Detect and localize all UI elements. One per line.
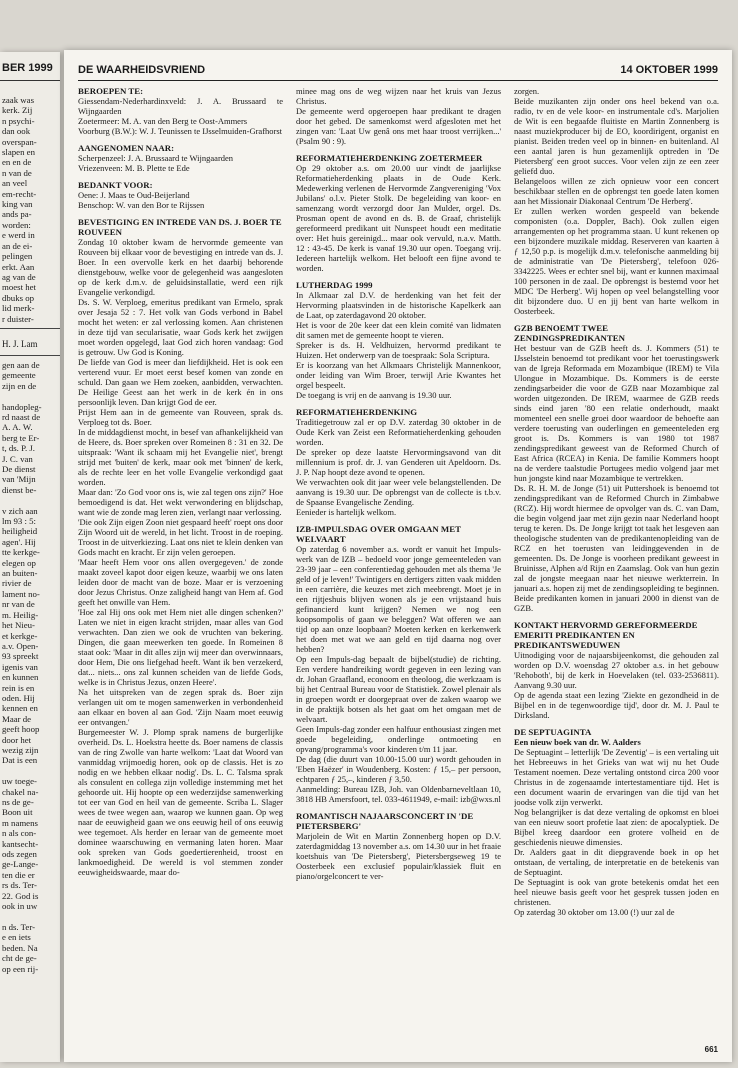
text-fragment: zaak was	[2, 95, 34, 105]
paragraph: Beide muzikanten zijn onder ons heel bekend van o.a. radio, tv en de vele koor- en instrumentale cd's. Marjolien de Wit is een begaafde fluitiste en Martin Zonnenberg is naast muziekproducer bij de EO, koordirigent, organist en pianist. Beiden treden veel op in binnen- en buitenland. Al een aantal jaren is hun gezamenlijk optreden in 'De Pietersberg' een groot succes. Voor velen zijn ze een zeer geliefd duo.	[514, 96, 719, 176]
text-fragment: op een rij-	[2, 963, 39, 974]
paragraph: Voorburg (B.W.): W. J. Teunissen te IJsselmuiden-Grafhorst	[78, 126, 283, 136]
magazine-page	[64, 50, 732, 1062]
paragraph: 'Hoe zal Hij ons ook met Hem niet alle dingen schenken?' Laten we niet in eigen kracht strijden, maar alles van God verwachten. Dan zien we ook de vruchten van bekering. Dingen, die gaan meewerken ten goede. In Romeinen 8 staat ook: 'Maar in dit alles zijn wij meer dan overwinnaars, door Hem, Die ons liefgehad heeft. Want ik ben verzekerd, dat... niets... ons zal kunnen scheiden van de liefde Gods, welke is in Christus Jezus, onzen Heere'.	[78, 607, 283, 687]
text-fragment: rs ds. Ter-	[2, 880, 37, 891]
paragraph: Op zaterdag 6 november a.s. wordt er vanuit het Impuls-werk van de IZB – bedoeld voor jonge gemeenteleden van 23-39 jaar – een conferentiedag gehouden met als thema 'Je geld of je leven!' Twintigers en dertigers zitten vaak midden in een carrière, die keuzes met zich meebrengt. Moet je in een rijtjeshuis blijven wonen als je een vrijstaand huis gefinancierd kunt krijgen? Nemen we nog een koopsompolis of gaan we beleggen? Wat offeren we aan tijd op aan onze loopbaan? Moeten kerken en kerkenwerk het doen met wat we aan geld en tijd daarna nog over hebben?	[296, 544, 501, 654]
text-fragment: beden. Na	[2, 942, 38, 953]
text-fragment: em-recht-	[2, 188, 37, 199]
text-fragment: kennen en	[2, 703, 38, 714]
paragraph: De dag (die duurt van 10.00-15.00 uur) wordt gehouden in 'Eben Haëzer' in Woudenberg. Kosten: ƒ 15,– per persoon, echtparen ƒ 25,–, kinderen ƒ 3,50.	[296, 754, 501, 784]
paragraph: Eenieder is hartelijk welkom.	[296, 507, 397, 517]
text-fragment: a.v. Open-	[2, 640, 39, 651]
text-fragment	[2, 391, 60, 401]
article-heading: KONTAKT HERVORMD GEREFORMEERDE EMERITI PREDIKANTEN EN PREDIKANTSWEDUWEN	[514, 620, 698, 650]
text-fragment: ands pa-	[2, 209, 32, 220]
text-fragment: r duister-	[2, 313, 34, 324]
text-fragment	[2, 911, 60, 921]
text-fragment: e en iets	[2, 932, 31, 943]
text-fragment: gemeente	[2, 370, 36, 381]
paragraph: De spreker op deze laatste Hervormingsavond van dit millennium is prof. dr. J. van Genderen uit Apeldoorn. Ds. J. P. Nap hoopt deze avond te openen.	[296, 447, 501, 477]
text-fragment: chakel na-	[2, 786, 39, 797]
text-fragment: n ds. Ter-	[2, 921, 36, 932]
article-heading: AANGENOMEN NAAR:	[78, 143, 175, 153]
text-fragment: 22. God is	[2, 890, 39, 901]
paragraph: Spreker is ds. H. Veldhuizen, hervormd predikant te Huizen. Het onderwerp van de toespraak: Sola Scriptura.	[296, 340, 501, 360]
text-fragment: agen'. Hij	[2, 536, 36, 547]
paragraph: Het bestuur van de GZB heeft ds. J. Kommers (51) te IJsselstein benoemd tot predikant voor het toerustingswerk van de Igreja Reformada em Mozambique (IREM) te Vila Ulongue in Mozambique. Ds. Kommers is de eerste zendingsarbeider die voor de GZB naar Mozambique zal worden uitgezonden. De IREM, waarmee de GZB reeds sinds eind jaren '80 een relatie onderhoudt, maakt momenteel een snelle groei door waardoor de behoefte aan verdere toerusting van ouderlingen en gemeenteleden erg groot is. Ds. Kommers is van 1980 tot 1987 zendingspredikant geweest van de Reformed Church of East Africa (RCEA) in Kenia. De familie Kommers hoopt na de verdere taalstudie Portugees medio volgend jaar met hun jongste kind naar Mozambique te vertrekken.	[514, 343, 719, 483]
text-fragment: dbuks op	[2, 292, 35, 303]
paragraph: 'Maar heeft Hem voor ons allen overgegeven.' de zonde maakt zoveel kapot door eigen keuze, waarbij we ons laten leiden door de macht van de boze. Maar er is verzoening door Jezus Christus. Onze zaligheid hangt van Hem af. God geeft het onwille van Hem.	[78, 557, 283, 607]
paragraph: zorgen.	[514, 86, 540, 96]
previous-page-edge	[0, 52, 60, 1062]
paragraph: In Alkmaar zal D.V. de herdenking van het feit der Hervorming plaatsvinden in de historische Kapelkerk aan de Laat, op zaterdagavond 20 oktober.	[296, 290, 501, 320]
paragraph: De toegang is vrij en de aanvang is 19.30 uur.	[296, 390, 452, 400]
text-fragment: n van de	[2, 167, 32, 178]
text-fragment: n als con-	[2, 828, 37, 839]
text-fragment: en kunnen	[2, 672, 39, 683]
text-fragment	[2, 495, 60, 505]
paragraph: Er is koorzang van het Alkmaars Christelijk Mannenkoor, onder leiding van Wim Broer, terwijl Arie Kwantes het orgel bespeelt.	[296, 360, 501, 390]
text-fragment: A. A. W.	[2, 422, 33, 433]
paragraph: In de middagdienst mocht, in besef van afhankelijkheid van de Heere, ds. Boer spreken over Romeinen 8 : 31 en 32. De uitspraak: 'Want ik schaam mij het Evangelie niet', brengt strijd met 'buiten' de kerk, maar ook met 'binnen' de kerk, als de rechte leer en het volle Evangelie verkondigd gaat worden.	[78, 427, 283, 487]
text-fragment: rivier de	[2, 578, 32, 589]
text-fragment: rein is en	[2, 682, 35, 693]
article-heading: REFORMATIEHERDENKING	[296, 407, 418, 417]
text-fragment: slapen en	[2, 147, 35, 158]
paragraph: Op een Impuls-dag bepaalt de bijbel(studie) de richting. Een verdere handreiking wordt gegeven in een lezing van dr. Johan Graafland, econoom en theoloog, die werkzaam is bij het Centraal Bureau voor de Statistiek. Zowel plenair als in groepen wordt er doorgepraat over de zaken waarop we in de praktijk botsen als het gaat om het omgaan met de welvaart.	[296, 654, 501, 724]
divider	[0, 355, 60, 356]
paragraph: Er zullen werken worden gespeeld van bekende componisten (o.a. Doppler, Bach). Ook zullen eigen arrangementen op het programma staan. U kunt rekenen op een bijzondere muzikale middag. Reserveren van kaarten à ƒ 12,50 p.p. is mogelijk d.m.v. telefonische aanmelding bij de administratie van 'De Pietersberg', telefoon 026-3342225. Wees er echter snel bij, want er kunnen maximaal 100 personen in de zaal. De opbrengst is bestemd voor het MDC 'De Herberg'. Wij hopen op veel belangstelling voor dit bijzondere duo. U en jij bent van harte welkom in Oosterbeek.	[514, 206, 719, 316]
text-fragment: e werd in	[2, 230, 35, 241]
paragraph: De gemeente werd opgeroepen haar predikant te dragen door het gebed. De samenkomst werd afgesloten met het zingen van: 'Laat Uw genâ ons met haar troost verrijken...' (Psalm 90 : 9).	[296, 106, 501, 146]
paragraph: Na het uitspreken van de zegen sprak ds. Boer zijn verlangen uit om te mogen samenwerken in verbondenheid aan elkaar en boven al aan God. 'Zijn Naam moet eeuwig eer ontvangen.'	[78, 687, 283, 727]
article-subtitle: Een nieuw boek van dr. W. Aalders	[514, 737, 641, 747]
publication-title: DE WAARHEIDSVRIEND	[78, 64, 206, 76]
paragraph: De Septuagint – letterlijk 'De Zeventig' – is een vertaling uit het Hebreeuws in het Grieks van wat wij nu het Oude Testament noemen. Deze vertaling ontstond circa 200 voor Christus in de zogenaamde intertestamentiare tijd. Het is een document waarin de ervaringen van die tijd van het joodse volk zijn verwerkt.	[514, 747, 719, 807]
text-fragment: dienst be-	[2, 484, 37, 495]
paragraph: Giessendam-Nederhardinxveld: J. A. Brussaard te Wijngaarden	[78, 96, 283, 116]
paragraph: Burgemeester W. J. Plomp sprak namens de burgerlijke overheid. Ds. L. Hoekstra heette ds. Boer namens de classis van de ring Zwolle van harte welkom: 'Laat dat Woord van vanmiddag vrijmoedig horen, ook op de classis. Het is zo nodig en we hebben elkaar nodig'. Ds. L. C. Talsma sprak als consulent en collega zijn volledige instemming met het gehoorde uit. Hij hoopte op een wederzijdse samenwerking tot eer van God en heil van de gemeente. Scriba L. Slager wees de twee wegen aan, waarop we kunnen gaan. Op weg naar de eeuwigheid gaan we ons eeuwig heil of ons eeuwig wee tegemoet. Als herder en leraar van de gemeente moet dominee waarschuwing en vermaning laten horen. Maar ook spreken van Gods goedertierenheid, troost en lankmoedigheid. De wereld is vol stemmen zonder eeuwigheidswaarde, maar do-	[78, 727, 283, 877]
text-fragment: ods zegen	[2, 849, 37, 860]
article-heading: IZB-IMPULSDAG OVER OMGAAN MET WELVAART	[296, 524, 461, 544]
text-fragment: ook in uw	[2, 901, 38, 912]
paragraph: Prijst Hem aan in de gemeente van Rouveen, sprak ds. Verploeg tot ds. Boer.	[78, 407, 283, 427]
text-fragment: moest het	[2, 282, 36, 293]
text-fragment: kantsecht-	[2, 838, 39, 849]
text-fragment: lament no-	[2, 588, 40, 599]
text-fragment: n psychi-	[2, 115, 35, 126]
article-heading: DE SEPTUAGINTA	[514, 727, 592, 737]
text-fragment: et kerkge-	[2, 630, 38, 641]
paragraph: De Septuagint is ook van grote betekenis omdat het een heel nieuwe basis geeft voor het gesprek tussen joden en christenen.	[514, 877, 719, 907]
paragraph: Traditiegetrouw zal er op D.V. zaterdag 30 oktober in de Oude Kerk van Zeist een Reformatieherdenking gehouden worden.	[296, 417, 501, 447]
text-fragment: king van	[2, 199, 33, 210]
text-fragment: nr van de	[2, 599, 35, 610]
previous-page-fragments	[0, 95, 60, 324]
article-heading: BEDANKT VOOR:	[78, 180, 153, 190]
text-fragment: gen aan de	[2, 359, 40, 370]
text-fragment: ten die er	[2, 869, 35, 880]
text-fragment: berg te Er-	[2, 432, 40, 443]
text-fragment	[2, 766, 60, 776]
running-header	[78, 62, 718, 81]
paragraph: Op 29 oktober a.s. om 20.00 uur vindt de jaarlijkse Reformatieherdenking plaats in de Oude Kerk. Medewerking verlenen de Hervormde Zangvereniging 'Vox Jubilans' o.l.v. Pieter Stolk. De begeleiding van koor- en samenzang wordt verzorgd door Jan Mulder, orgel. Ds. Prosman opent de avond en ds. B. de Graaf, christelijk gereformeerd predikant uit Nunspeet houdt een meditatie over: Het huis gereinigd... maar ook vervuld, n.a.v. Matth. 12 : 43-45. De kerk is vanaf 19.30 uur open. Toegang vrij. Iedereen hartelijk welkom. Het belooft een fijne avond te worden.	[296, 163, 501, 273]
paragraph: Zondag 10 oktober kwam de hervormde gemeente van Rouveen bij elkaar voor de bevestiging en intrede van ds. J. Boer. In een overvolle kerk en het daarbij behorende dienstgebouw, welke voor de gelegenheid was aangesloten op de kerk d.m.v. de geluidsinstallatie, werd een rijk Evangelie verkondigd.	[78, 237, 283, 297]
paragraph: Benschop: W. van den Bor te Rijssen	[78, 200, 205, 210]
previous-page-header: BER 1999	[0, 52, 60, 81]
text-fragment: lm 93 : 5:	[2, 516, 36, 527]
text-fragment: an veel	[2, 178, 28, 189]
paragraph: We verwachten ook dit jaar weer vele belangstellenden. De aanvang is 19.30 uur. De opbrengst van de collecte is t.b.v. de Spaanse Evangelische Zending.	[296, 477, 501, 507]
paragraph: Ds. S. W. Verploeg, emeritus predikant van Ermelo, sprak over Jesaja 52 : 7. Het volk van Gods verbond in Babel mocht het weten: er zal verlossing komen. Aan christenen in deze tijd van secularisatie, waar Gods kerk het zwijgen moet worden opgelegd, laat God zich horen vandaag: God is getrouw. Uw God is Koning.	[78, 297, 283, 357]
text-fragment: De dienst	[2, 464, 36, 474]
paragraph: Marjolein de Wit en Martin Zonnenberg hopen op D.V. zaterdagmiddag 13 november a.s. om 14.30 uur in het fraaie koetshuis van 'De Pietersberg', Pietersbergseweg 19 te Oosterbeek een exclusief populair/klassiek fluit en piano/orgelconcert te ver-	[296, 831, 501, 881]
article-heading: LUTHERDAG 1999	[296, 280, 373, 290]
text-fragment: m namens	[2, 817, 38, 828]
paragraph: Scherpenzeel: J. A. Brussaard te Wijngaarden	[78, 153, 234, 163]
text-fragment: geeft hoop	[2, 724, 40, 735]
paragraph: Op de agenda staat een lezing 'Ziekte en gezondheid in de Bijbel en in de tegenwoordige tijd', door dr. M. J. Paul te Dirksland.	[514, 690, 719, 720]
paragraph: Uitnodiging voor de najaarsbijeenkomst, die gehouden zal worden op D.V. woensdag 27 oktober a.s. in het gebouw 'Rehoboth', bij de kerk in Hoevelaken (tel. 033-2536811). Aanvang 9.30 uur.	[514, 650, 719, 690]
text-fragment: ns de ge-	[2, 797, 34, 807]
text-fragment: J. C. van	[2, 453, 33, 464]
paragraph: Geen Impuls-dag zonder een halfuur enthousiast zingen met goede begeleiding, onderlinge ontmoeting en opvang/programma's voor kinderen t/m 11 jaar.	[296, 724, 501, 754]
paragraph: Nog belangrijker is dat deze vertaling de opkomst en bloei van een nieuw soort profetie laat zien: de apocalyptiek. De Bijbel kreeg daardoor een grotere volheid en de geschiedenis nieuwe dimensies.	[514, 807, 719, 847]
text-fragment: handopleg-	[2, 401, 42, 412]
text-fragment: dan ook	[2, 126, 31, 137]
paragraph: Dr. Aalders gaat in dit diepgravende boek in op het ontstaan, de vertaling, de interpretatie en de betekenis van de Septuagint.	[514, 847, 719, 877]
text-fragment: van 'Mijn	[2, 474, 36, 485]
text-fragment: ge-Lange-	[2, 859, 39, 870]
column-3	[514, 86, 719, 1046]
text-fragment: wezig zijn	[2, 744, 39, 755]
text-fragment: heiligheid	[2, 526, 38, 537]
article-heading: ROMANTISCH NAJAARSCONCERT IN 'DE PIETERSBERG'	[296, 811, 474, 831]
issue-date: 14 OKTOBER 1999	[620, 64, 718, 76]
text-fragment: lid merk-	[2, 303, 35, 314]
text-fragment: worden:	[2, 219, 31, 230]
previous-page-fragments	[0, 360, 60, 974]
paragraph: De liefde van God is meer dan liefdijkheid. Het is ook een verterend vuur. Er moet eerst besef komen van zonde en schuld. Dan gaan we Hem zoeken, aanbidden, verwachten. De Heilige Geest aan het werk in de kerk én in ons persoonlijk leven. Dan krijgt God de eer.	[78, 357, 283, 407]
text-fragment: ag van de	[2, 271, 36, 282]
paragraph: 'Die ook Zijn eigen Zoon niet gespaard heeft' roept ons door Zijn Woord uit de wereld, in het licht. Troost in de roeping. Troost in de uitverkiezing. Laat ons niet te klein denken van Gods macht en kracht. Er zijn velen geroepen.	[78, 517, 283, 557]
paragraph: Ds. R. H. M. de Jonge (51) uit Puttershoek is benoemd tot zendingspredikant van de Reformed Church in Zimbabwe (RCZ). Hij wordt hiermee de opvolger van ds. C. van Dam, die begin volgend jaar met zijn gezin naar Nederland hoopt terug te keren. Ds. De Jonge krijgt tot taak het lesgeven aan theologische studenten van de predikantenopleiding van de RCZ en het toerusten van leidinggevenden in de gemeenten. Ds. De Jonge is voorheen predikant geweest in Bruinisse, Alphen a/d Rijn en Zaamslag. Ook van hun gezin zal de jongste meegaan naar het nieuwe werkterrein. In januari a.s. hopen zij met de zendingsopleiding te beginnen. Beide predikanten komen in januari 2000 in dienst van de GZB.	[514, 483, 719, 613]
text-fragment: Maar de	[2, 713, 32, 724]
text-fragment: cht de ge-	[2, 953, 37, 964]
text-fragment: an buiten-	[2, 568, 38, 579]
text-fragment: uw toege-	[2, 776, 37, 787]
text-fragment: rd naast de	[2, 411, 41, 422]
text-fragment: v zich aan	[2, 505, 38, 516]
text-fragment: door het	[2, 734, 32, 745]
paragraph: Op zaterdag 30 oktober om 13.00 (!) uur zal de	[514, 907, 675, 917]
text-fragment: oden. Hij	[2, 692, 35, 703]
paragraph: Het is voor de 20e keer dat een klein comité van lidmaten dit samen met de gemeente hoopt te vieren.	[296, 320, 501, 340]
paragraph: minee mag ons de weg wijzen naar het kruis van Jezus Christus.	[296, 86, 501, 106]
text-fragment: an de ei-	[2, 240, 33, 251]
paragraph: Aanmelding: Bureau IZB, Joh. van Oldenbarneveltlaan 10, 3818 HB Amersfoort, tel. 033-4611949, e-mail: izb@wxs.nl	[296, 784, 501, 804]
paragraph: Belangeloos willen ze zich opnieuw voor een concert beschikbaar stellen en de opbrengst ten goede laten komen aan het Missionair Diakonaal Centrum 'De Herberg'.	[514, 176, 719, 206]
text-fragment: kerk. Zij	[2, 105, 33, 116]
paragraph: Oene: J. Maas te Oud-Beijerland	[78, 190, 190, 200]
column-1	[78, 86, 283, 1046]
text-fragment: zijn en de	[2, 380, 37, 391]
paragraph: Zoetermeer: M. A. van den Berg te Oost-Ammers	[78, 116, 248, 126]
text-fragment: m. Heilig-	[2, 609, 39, 620]
text-fragment: igenis van	[2, 661, 38, 672]
page-number: 661	[704, 1045, 718, 1054]
text-fragment: Boon uit	[2, 807, 33, 818]
article-heading: BEVESTIGING EN INTREDE VAN DS. J. BOER TE ROUVEEN	[78, 217, 282, 237]
article-columns	[78, 86, 720, 1046]
text-fragment: overspan-	[2, 136, 37, 147]
previous-page-signature: H. J. Lam	[2, 338, 38, 349]
text-fragment: pelingen	[2, 251, 33, 262]
text-fragment: het Nieu-	[2, 620, 35, 631]
text-fragment: tte kerkge-	[2, 547, 40, 558]
text-fragment: en en de	[2, 157, 32, 168]
text-fragment: 93 spreekt	[2, 651, 39, 662]
divider	[0, 328, 60, 329]
article-heading: BEROEPEN TE:	[78, 86, 144, 96]
text-fragment: t, ds. P. J.	[2, 443, 36, 454]
text-fragment: erkt. Aan	[2, 261, 35, 272]
text-fragment: elegen op	[2, 557, 36, 568]
article-heading: GZB BENOEMT TWEE ZENDINGSPREDIKANTEN	[514, 323, 625, 343]
text-fragment: Dat is een	[2, 755, 38, 766]
column-2	[296, 86, 501, 1046]
paragraph: Maar dan: 'Zo God voor ons is, wie zal tegen ons zijn?' Hoe bemoedigend is dat. Het wekt verwondering en blijdschap, want wie de zonde mag leren zien, verlangt naar verlossing.	[78, 487, 283, 517]
paragraph: Vriezenveen: M. B. Plette te Ede	[78, 163, 190, 173]
article-heading: REFORMATIEHERDENKING ZOETERMEER	[296, 153, 483, 163]
